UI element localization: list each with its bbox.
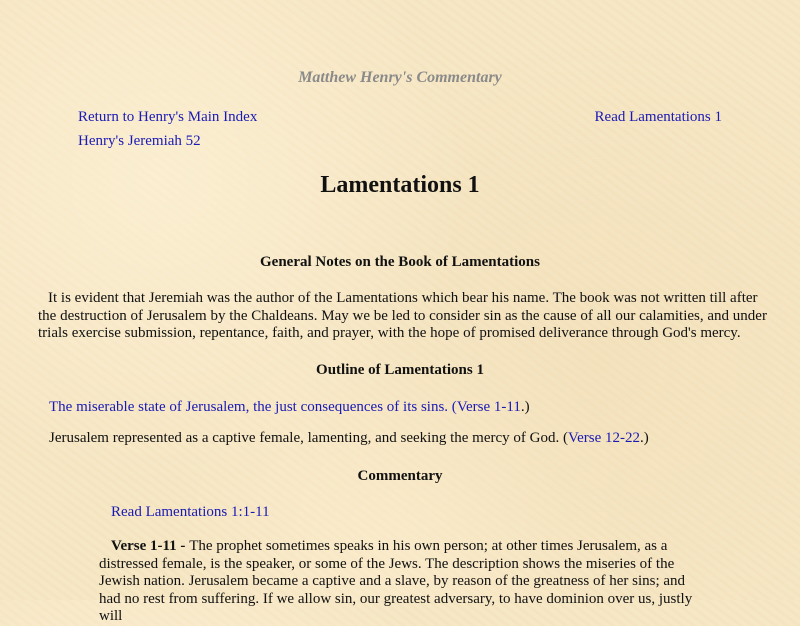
outline-item xyxy=(49,430,649,447)
page-title: Lamentations 1 xyxy=(320,172,480,198)
site-title: Matthew Henry's Commentary xyxy=(298,69,502,86)
previous-chapter-link[interactable]: Henry's Jeremiah 52 xyxy=(78,133,201,149)
verse-commentary xyxy=(99,538,701,626)
main-index-link[interactable]: Return to Henry's Main Index xyxy=(78,109,258,125)
general-notes-heading: General Notes on the Book of Lamentations xyxy=(260,254,540,270)
verse-text: The prophet sometimes speaks in his own person; at other times Jerusalem, as a distressed female, is the speaker, or some of the Jews. The description shows the miseries of the Jewish nation. Jerusalem became a captive and a slave, by reason of the greatness of her sins; and had no rest from suffering. If we allow sin, our greatest adversary, to have dominion over us, justly will xyxy=(99,538,693,624)
outline-verse-link[interactable]: Verse 1-11 xyxy=(456,399,521,415)
general-notes-text: It is evident that Jeremiah was the author of the Lamentations which bear his name. The book was not written till after the destruction of Jerusalem by the Chaldeans. May we be led to consider sin as the cause of all our calamities, and under trials exercise submission, repentance, faith, and prayer, with the hope of promised deliverance through God's mercy. xyxy=(38,290,767,341)
outline-verse-link[interactable]: Verse 12-22 xyxy=(567,430,641,446)
commentary-heading: Commentary xyxy=(357,468,443,484)
outline-item-suffix: .) xyxy=(520,399,530,415)
verse-label: Verse 1-11 - xyxy=(111,538,190,554)
outline-item-text: Jerusalem represented as a captive female, lamenting, and seeking the mercy of God. ( xyxy=(49,430,568,446)
outline-heading: Outline of Lamentations 1 xyxy=(316,362,484,378)
outline-item-suffix: .) xyxy=(640,430,649,446)
read-chapter-link[interactable]: Read Lamentations 1 xyxy=(594,109,722,125)
read-passage-link[interactable]: Read Lamentations 1:1-11 xyxy=(111,504,270,520)
outline-item xyxy=(49,399,530,416)
outline-item-text-link[interactable]: The miserable state of Jerusalem, the just consequences of its sins. ( xyxy=(49,399,457,415)
